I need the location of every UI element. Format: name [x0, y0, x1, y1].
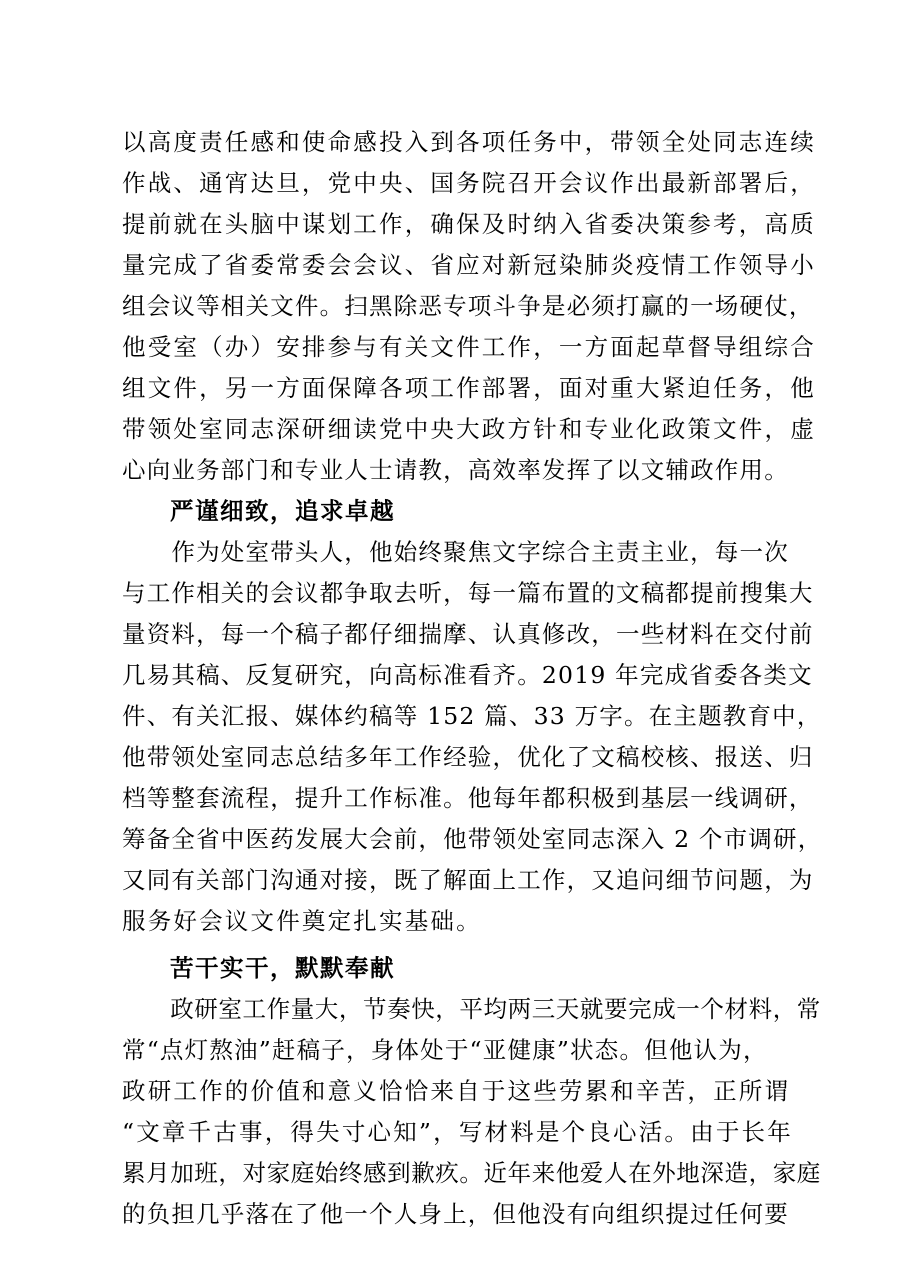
section-heading: 苦干实干，默默奉献 — [170, 954, 395, 982]
paragraph-line: 服务好会议文件奠定扎实基础。 — [122, 907, 482, 935]
paragraph-line: 档等整套流程，提升工作标准。他每年都积极到基层一线调研， — [122, 784, 814, 812]
paragraph-line: 量完成了省委常委会会议、省应对新冠染肺炎疫情工作领导小 — [122, 251, 816, 279]
paragraph-line: 带领处室同志深研细读党中央大政方针和专业化政策文件，虚 — [122, 415, 816, 443]
paragraph-line: 筹备全省中医药发展大会前，他带领处室同志深入 2 个市调研， — [122, 825, 823, 853]
paragraph-line: 常“点灯熬油”赶稿子，身体处于“亚健康”状态。但他认为， — [122, 1036, 768, 1064]
paragraph-line: 政研室工作量大，节奏快，平均两三天就要完成一个材料，常 — [122, 995, 821, 1023]
paragraph-line: 政研工作的价值和意义恰恰来自于这些劳累和辛苦，正所谓 — [122, 1077, 791, 1105]
paragraph-line: 组文件，另一方面保障各项工作部署，面对重大紧迫任务，他 — [122, 374, 816, 402]
paragraph-line: 的负担几乎落在了他一个人身上，但他没有向组织提过任何要 — [122, 1200, 789, 1228]
paragraph-line: 组会议等相关文件。扫黑除恶专项斗争是必须打赢的一场硬仗， — [122, 292, 814, 320]
paragraph-line: 件、有关汇报、媒体约稿等 152 篇、33 万字。在主题教育中， — [122, 702, 822, 730]
paragraph-line: 他受室（办）安排参与有关文件工作，一方面起草督导组综合 — [122, 333, 816, 361]
paragraph-line: 作战、通宵达旦，党中央、国务院召开会议作出最新部署后， — [122, 169, 816, 197]
article-body — [122, 122, 822, 1235]
paragraph-line: 几易其稿、反复研究，向高标准看齐。2019 年完成省委各类文 — [122, 661, 813, 689]
paragraph-line: 以高度责任感和使命感投入到各项任务中，带领全处同志连续 — [122, 128, 816, 156]
section-heading: 严谨细致，追求卓越 — [170, 497, 395, 525]
paragraph-line: 提前就在头脑中谋划工作，确保及时纳入省委决策参考，高质 — [122, 210, 816, 238]
paragraph-line: 量资料，每一个稿子都仔细揣摩、认真修改，一些材料在交付前 — [122, 620, 814, 648]
paragraph-line: 又同有关部门沟通对接，既了解面上工作，又追问细节问题，为 — [122, 866, 814, 894]
paragraph-line: 他带领处室同志总结多年工作经验，优化了文稿校核、报送、归 — [122, 743, 814, 771]
paragraph-line: 与工作相关的会议都争取去听，每一篇布置的文稿都提前搜集大 — [122, 579, 814, 607]
paragraph-line: 累月加班，对家庭始终感到歉疚。近年来他爱人在外地深造，家庭 — [122, 1159, 821, 1187]
paragraph-line: 心向业务部门和专业人士请教，高效率发挥了以文辅政作用。 — [122, 456, 789, 484]
paragraph-line: “文章千古事，得失寸心知”，写材料是个良心活。由于长年 — [122, 1118, 793, 1146]
paragraph-line: 作为处室带头人，他始终聚焦文字综合主责主业，每一次 — [122, 538, 789, 566]
